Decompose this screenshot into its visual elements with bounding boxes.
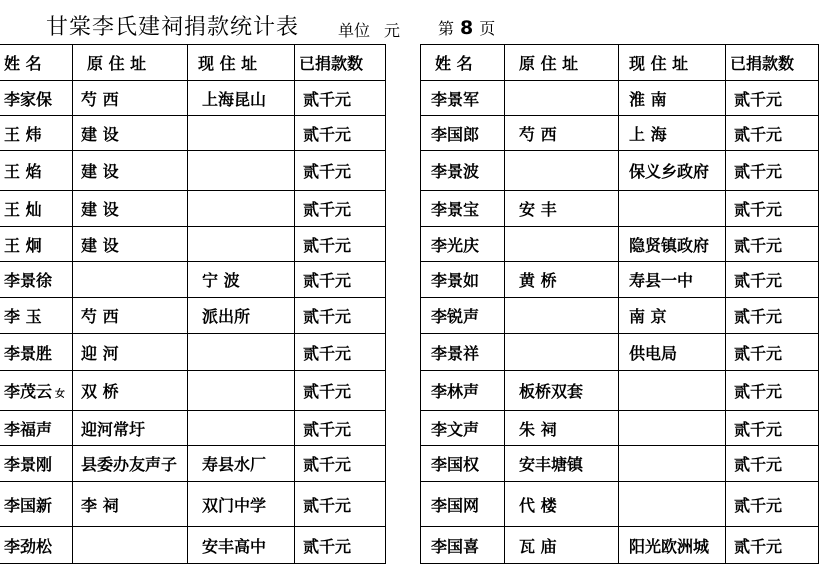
original-address-cell: 李 祠 <box>73 482 188 527</box>
table-row <box>0 371 386 411</box>
donor-name-cell: 李国喜 <box>421 527 505 564</box>
table-row <box>421 191 819 227</box>
donor-name-cell: 李茂云 女 <box>0 371 73 411</box>
table-row <box>421 411 819 446</box>
current-address-cell: 寿县水厂 <box>188 446 295 482</box>
donor-name-cell: 李景祥 <box>421 334 505 371</box>
table-row <box>421 262 819 298</box>
donor-name-cell: 李家保 <box>0 81 73 116</box>
original-address-cell: 迎 河 <box>73 334 188 371</box>
original-address-cell: 芍 西 <box>73 81 188 116</box>
amount-cell: 贰千元 <box>295 527 386 564</box>
table-row <box>0 527 386 564</box>
original-address-cell <box>73 527 188 564</box>
amount-cell: 贰千元 <box>726 227 819 262</box>
table-row <box>0 298 386 334</box>
current-address-cell <box>188 371 295 411</box>
current-address-cell <box>619 371 726 411</box>
amount-cell: 贰千元 <box>726 411 819 446</box>
donor-name-cell: 王 灿 <box>0 191 73 227</box>
amount-cell: 贰千元 <box>726 298 819 334</box>
table-row <box>0 334 386 371</box>
original-address-cell: 安丰塘镇 <box>505 446 619 482</box>
donation-table-right <box>420 44 819 564</box>
donor-name-cell: 王 炯 <box>0 227 73 262</box>
amount-cell: 贰千元 <box>295 116 386 151</box>
donor-name-cell: 李国权 <box>421 446 505 482</box>
original-address-cell: 黄 桥 <box>505 262 619 298</box>
page-suffix: 页 <box>479 19 496 38</box>
donor-name-cell: 李国郎 <box>421 116 505 151</box>
header-original-address: 原 住 址 <box>73 45 188 81</box>
amount-cell: 贰千元 <box>295 371 386 411</box>
table-row <box>421 334 819 371</box>
amount-cell: 贰千元 <box>726 191 819 227</box>
current-address-cell: 派出所 <box>188 298 295 334</box>
donor-name-cell: 李景胜 <box>0 334 73 371</box>
original-address-cell: 建 设 <box>73 151 188 191</box>
unit-label-text: 单位 <box>338 21 371 40</box>
original-address-cell: 安 丰 <box>505 191 619 227</box>
table-row <box>0 262 386 298</box>
original-address-cell: 建 设 <box>73 191 188 227</box>
amount-cell: 贰千元 <box>726 482 819 527</box>
page-number <box>438 16 495 39</box>
donor-name-cell: 李景宝 <box>421 191 505 227</box>
current-address-cell: 上海昆山 <box>188 81 295 116</box>
amount-cell: 贰千元 <box>726 446 819 482</box>
amount-cell: 贰千元 <box>726 334 819 371</box>
amount-cell: 贰千元 <box>295 446 386 482</box>
amount-cell: 贰千元 <box>726 262 819 298</box>
table-row <box>421 227 819 262</box>
donor-name-cell: 李 玉 <box>0 298 73 334</box>
table-row <box>421 116 819 151</box>
current-address-cell: 双门中学 <box>188 482 295 527</box>
donor-name-cell: 李林声 <box>421 371 505 411</box>
original-address-cell: 建 设 <box>73 227 188 262</box>
current-address-cell: 供电局 <box>619 334 726 371</box>
donation-table-left <box>0 44 386 564</box>
table-row <box>0 151 386 191</box>
current-address-cell: 阳光欧洲城 <box>619 527 726 564</box>
current-address-cell <box>188 151 295 191</box>
current-address-cell: 南 京 <box>619 298 726 334</box>
current-address-cell: 安丰高中 <box>188 527 295 564</box>
donor-name-cell: 李劲松 <box>0 527 73 564</box>
table-row <box>0 81 386 116</box>
donor-name-cell: 李锐声 <box>421 298 505 334</box>
current-address-cell: 保义乡政府 <box>619 151 726 191</box>
table-row <box>0 227 386 262</box>
table-row <box>421 527 819 564</box>
current-address-cell <box>188 191 295 227</box>
amount-cell: 贰千元 <box>295 151 386 191</box>
donor-name-cell: 李国新 <box>0 482 73 527</box>
table-header-row <box>421 45 819 81</box>
original-address-cell: 芍 西 <box>73 298 188 334</box>
amount-cell: 贰千元 <box>295 334 386 371</box>
donor-name-cell: 李国网 <box>421 482 505 527</box>
original-address-cell: 芍 西 <box>505 116 619 151</box>
original-address-cell: 双 桥 <box>73 371 188 411</box>
table-row <box>421 298 819 334</box>
current-address-cell: 隐贤镇政府 <box>619 227 726 262</box>
original-address-cell <box>505 227 619 262</box>
original-address-cell: 迎河常圩 <box>73 411 188 446</box>
original-address-cell: 瓦 庙 <box>505 527 619 564</box>
amount-cell: 贰千元 <box>295 482 386 527</box>
original-address-cell <box>505 81 619 116</box>
header-amount: 已捐款数 <box>726 45 819 81</box>
header-amount: 已捐款数 <box>295 45 386 81</box>
page-prefix: 第 <box>438 19 455 38</box>
current-address-cell: 上 海 <box>619 116 726 151</box>
donor-name-cell: 李文声 <box>421 411 505 446</box>
amount-cell: 贰千元 <box>726 81 819 116</box>
original-address-cell: 朱 祠 <box>505 411 619 446</box>
amount-cell: 贰千元 <box>295 81 386 116</box>
table-row <box>0 446 386 482</box>
current-address-cell <box>619 191 726 227</box>
table-row <box>421 371 819 411</box>
header-original-address: 原 住 址 <box>505 45 619 81</box>
original-address-cell <box>505 151 619 191</box>
current-address-cell: 宁 波 <box>188 262 295 298</box>
original-address-cell <box>73 262 188 298</box>
current-address-cell <box>188 116 295 151</box>
current-address-cell <box>188 334 295 371</box>
current-address-cell <box>619 411 726 446</box>
amount-cell: 贰千元 <box>726 151 819 191</box>
gender-note: 女 <box>55 389 66 400</box>
donor-name-cell: 李景徐 <box>0 262 73 298</box>
page-number-value: 8 <box>460 17 474 39</box>
unit-value: 元 <box>384 21 401 40</box>
unit-label <box>338 18 400 41</box>
original-address-cell <box>505 334 619 371</box>
original-address-cell: 代 楼 <box>505 482 619 527</box>
amount-cell: 贰千元 <box>726 371 819 411</box>
amount-cell: 贰千元 <box>295 227 386 262</box>
current-address-cell <box>188 411 295 446</box>
current-address-cell: 淮 南 <box>619 81 726 116</box>
donor-name-cell: 王 炜 <box>0 116 73 151</box>
table-row <box>421 151 819 191</box>
table-row <box>421 81 819 116</box>
table-row <box>421 446 819 482</box>
current-address-cell <box>619 482 726 527</box>
original-address-cell <box>505 298 619 334</box>
header-current-address: 现 住 址 <box>619 45 726 81</box>
table-header-row <box>0 45 386 81</box>
original-address-cell: 县委办友声子 <box>73 446 188 482</box>
donor-name-cell: 李景波 <box>421 151 505 191</box>
donor-name-cell: 李光庆 <box>421 227 505 262</box>
header-current-address: 现 住 址 <box>188 45 295 81</box>
amount-cell: 贰千元 <box>295 298 386 334</box>
donor-name-cell: 李景刚 <box>0 446 73 482</box>
amount-cell: 贰千元 <box>295 191 386 227</box>
current-address-cell <box>619 446 726 482</box>
table-row <box>0 411 386 446</box>
original-address-cell: 板桥双套 <box>505 371 619 411</box>
table-row <box>0 191 386 227</box>
amount-cell: 贰千元 <box>295 411 386 446</box>
original-address-cell: 建 设 <box>73 116 188 151</box>
amount-cell: 贰千元 <box>295 262 386 298</box>
amount-cell: 贰千元 <box>726 116 819 151</box>
donor-name-cell: 李景军 <box>421 81 505 116</box>
amount-cell: 贰千元 <box>726 527 819 564</box>
current-address-cell <box>188 227 295 262</box>
current-address-cell: 寿县一中 <box>619 262 726 298</box>
header-name: 姓 名 <box>421 45 505 81</box>
donor-name-cell: 李景如 <box>421 262 505 298</box>
donor-name-cell: 李福声 <box>0 411 73 446</box>
table-row <box>0 482 386 527</box>
table-row <box>0 116 386 151</box>
donor-name-cell: 王 焰 <box>0 151 73 191</box>
page-title: 甘棠李氏建祠捐款统计表 <box>46 15 300 40</box>
table-row <box>421 482 819 527</box>
header-name: 姓 名 <box>0 45 73 81</box>
